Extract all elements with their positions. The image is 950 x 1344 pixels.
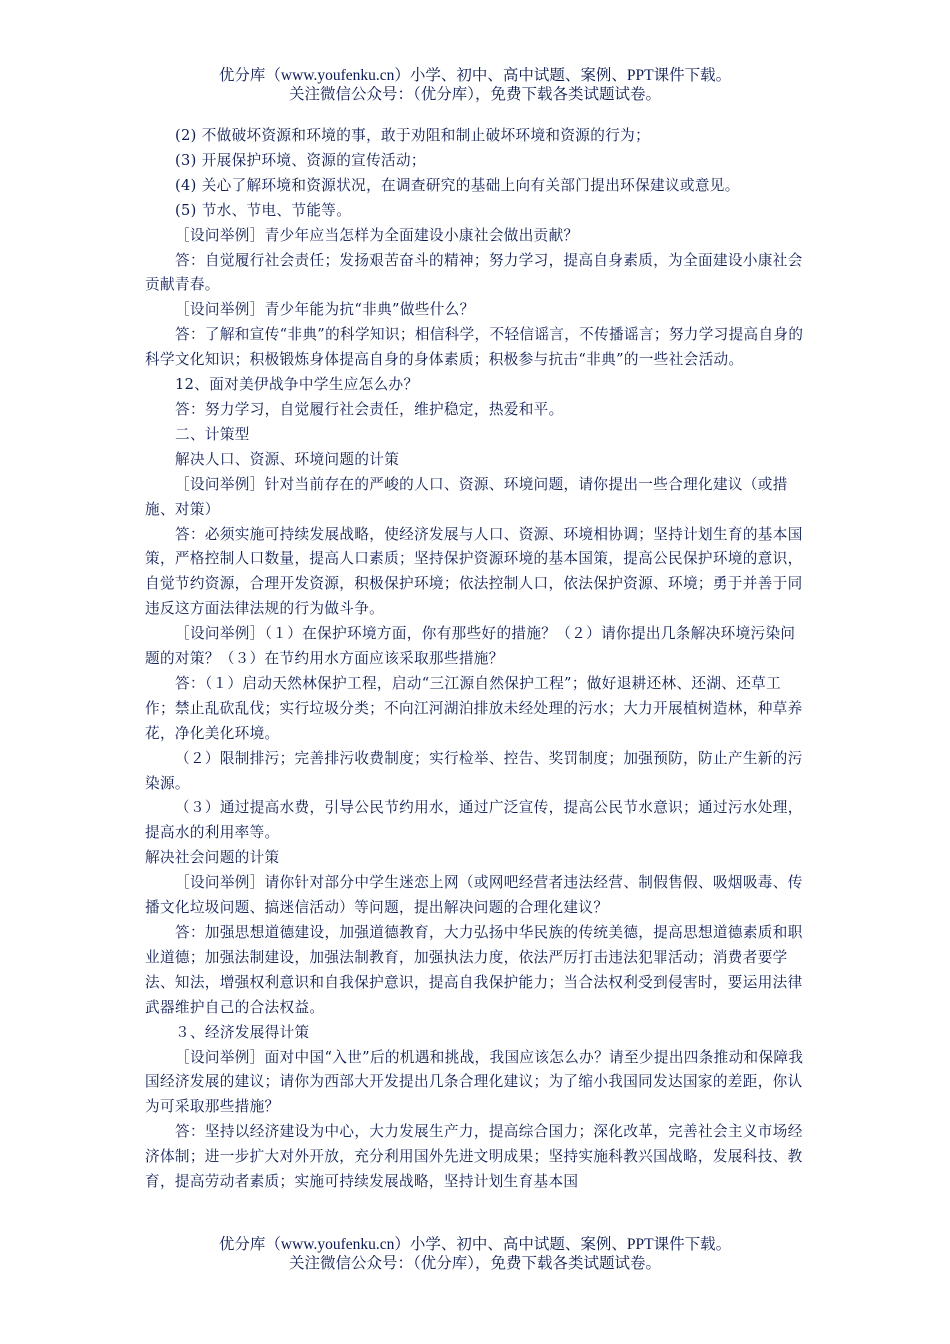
document-body (145, 124, 807, 1195)
paragraph: (4) 关心了解环境和资源状况，在调查研究的基础上向有关部门提出环保建议或意见。 (175, 176, 740, 194)
header-line-1: 优分库（www.youfenku.cn）小学、初中、高中试题、案例、PPT课件下载。 (218, 67, 732, 84)
paragraph: (3) 开展保护环境、资源的宣传活动； (175, 151, 426, 169)
paragraph: ３、经济发展得计策 (175, 1023, 310, 1041)
paragraph: ［设问举例］青少年能为抗“非典”做些什么？ (175, 301, 475, 319)
paragraph: 答：（１）启动天然林保护工程，启动“三江源自然保护工程”；做好退耕还林、还湖、还草工作；禁止乱砍乱伐；实行垃圾分类；不向江河湖泊排放未经处理的污水；大力开展植树造林，种草养花，净化美化环境。 (145, 674, 803, 742)
paragraph: 解决社会问题的计策 (145, 849, 280, 867)
page-footer (0, 1235, 950, 1273)
paragraph: 答：坚持以经济建设为中心，大力发展生产力，提高综合国力；深化改革，完善社会主义市场经济体制；进一步扩大对外开放，充分利用国外先进文明成果；坚持实施科教兴国战略，发展科技、教育，提高劳动者素质；实施可持续发展战略，坚持计划生育基本国 (145, 1123, 803, 1191)
paragraph: ［设问举例］请你针对部分中学生迷恋上网（或网吧经营者违法经营、制假售假、吸烟吸毒、传播文化垃圾问题、搞迷信活动）等问题，提出解决问题的合理化建议？ (145, 874, 803, 917)
paragraph: （２）限制排污；完善排污收费制度；实行检举、控告、奖罚制度；加强预防，防止产生新的污染源。 (145, 749, 803, 792)
paragraph: ［设问举例］针对当前存在的严峻的人口、资源、环境问题，请你提出一些合理化建议（或措施、对策） (145, 475, 788, 518)
page-header (0, 66, 950, 104)
paragraph: 12、面对美伊战争中学生应怎么办？ (175, 376, 419, 394)
paragraph: (5) 节水、节电、节能等。 (175, 201, 352, 219)
paragraph: 答：努力学习，自觉履行社会责任，维护稳定，热爱和平。 (175, 400, 564, 418)
header-line-2: 关注微信公众号：（优分库），免费下载各类试题试卷。 (288, 86, 661, 103)
paragraph: 二、计策型 (175, 425, 250, 443)
paragraph: ［设问举例］面对中国“入世”后的机遇和挑战，我国应该怎么办？请至少提出四条推动和保障我国经济发展的建议；请你为西部大开发提出几条合理化建议；为了缩小我国同发达国家的差距，你认为可采取那些措施？ (145, 1048, 804, 1116)
paragraph: 答：了解和宣传“非典”的科学知识；相信科学，不轻信谣言，不传播谣言；努力学习提高自身的科学文化知识；积极锻炼身体提高自身的身体素质；积极参与抗击“非典”的一些社会活动。 (145, 326, 804, 369)
paragraph: ［设问举例］青少年应当怎样为全面建设小康社会做出贡献？ (175, 226, 579, 244)
paragraph: (2) 不做破坏资源和环境的事，敢于劝阻和制止破坏环境和资源的行为； (175, 127, 651, 144)
paragraph: （３）通过提高水费，引导公民节约用水，通过广泛宣传，提高公民节水意识；通过污水处理，提高水的利用率等。 (145, 799, 803, 842)
paragraph: 答：自觉履行社会责任；发扬艰苦奋斗的精神；努力学习，提高自身素质，为全面建设小康社会贡献青春。 (145, 251, 803, 294)
paragraph: 答：必须实施可持续发展战略，使经济发展与人口、资源、环境相协调；坚持计划生育的基本国策，严格控制人口数量，提高人口素质；坚持保护资源环境的基本国策，提高公民保护环境的意识，自觉节约资源，合理开发资源，积极保护环境；依法控制人口，依法保护资源、环境；勇于并善于同违反这方面法律法规的行为做斗争。 (145, 525, 803, 618)
footer-line-1: 优分库（www.youfenku.cn）小学、初中、高中试题、案例、PPT课件下载。 (218, 1236, 732, 1253)
footer-line-2: 关注微信公众号：（优分库），免费下载各类试题试卷。 (288, 1255, 661, 1272)
paragraph: ［设问举例］（１）在保护环境方面，你有那些好的措施？（２）请你提出几条解决环境污染问题的对策？（３）在节约用水方面应该采取那些措施？ (145, 625, 796, 668)
paragraph: 答：加强思想道德建设，加强道德教育，大力弘扬中华民族的传统美德，提高思想道德素质和职业道德；加强法制建设，加强法制教育，加强执法力度，依法严厉打击违法犯罪活动；消费者要学法、知法，增强权利意识和自我保护意识，提高自我保护能力；当合法权利受到侵害时，要运用法律武器维护自己的合法权益。 (145, 924, 803, 1016)
paragraph: 解决人口、资源、环境问题的计策 (175, 450, 400, 468)
